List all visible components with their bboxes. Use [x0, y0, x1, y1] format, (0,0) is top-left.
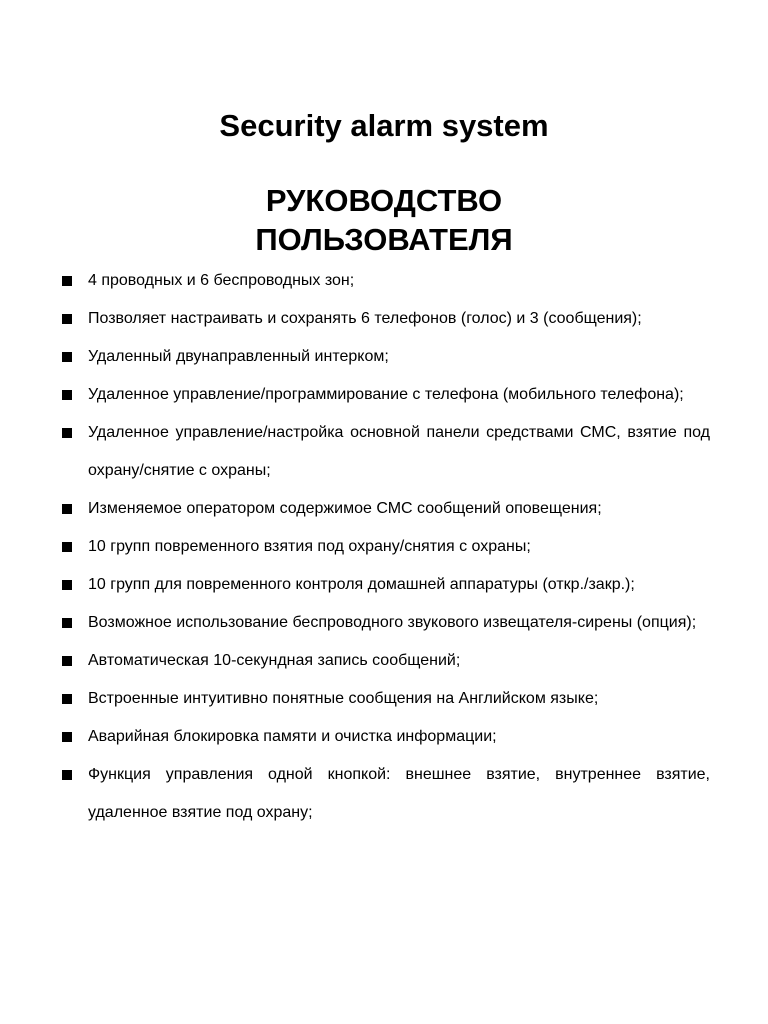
feature-item — [60, 376, 710, 414]
bullet-square-icon — [62, 542, 72, 552]
feature-item — [60, 300, 710, 338]
bullet-square-icon — [62, 314, 72, 324]
feature-item — [60, 604, 710, 642]
feature-text: Удаленный двунаправленный интерком; — [88, 348, 389, 365]
feature-text: Позволяет настраивать и сохранять 6 телефонов (голос) и 3 (сообщения); — [88, 310, 642, 327]
feature-item — [60, 756, 710, 832]
feature-text: 10 групп для повременного контроля домашней аппаратуры (откр./закр.); — [88, 576, 635, 593]
feature-text: 4 проводных и 6 беспроводных зон; — [88, 272, 355, 289]
feature-item — [60, 680, 710, 718]
bullet-square-icon — [62, 428, 72, 438]
feature-text: Функция управления одной кнопкой: внешнее взятие, внутреннее взятие, удаленное взятие под охрану; — [88, 766, 710, 821]
bullet-square-icon — [62, 352, 72, 362]
bullet-square-icon — [62, 694, 72, 704]
feature-item — [60, 262, 710, 300]
bullet-square-icon — [62, 732, 72, 742]
bullet-square-icon — [62, 390, 72, 400]
feature-text: Возможное использование беспроводного звукового извещателя-сирены (опция); — [88, 614, 697, 631]
bullet-square-icon — [62, 504, 72, 514]
bullet-square-icon — [62, 656, 72, 666]
bullet-square-icon — [62, 580, 72, 590]
feature-item — [60, 528, 710, 566]
feature-text: Автоматическая 10-секундная запись сообщений; — [88, 652, 461, 669]
bullet-square-icon — [62, 618, 72, 628]
feature-text: Аварийная блокировка памяти и очистка информации; — [88, 728, 497, 745]
feature-item — [60, 490, 710, 528]
feature-item — [60, 566, 710, 604]
feature-item — [60, 642, 710, 680]
feature-text: Удаленное управление/настройка основной панели средствами СМС, взятие под охрану/снятие с охраны; — [88, 424, 710, 479]
bullet-square-icon — [62, 276, 72, 286]
feature-list — [60, 262, 710, 832]
feature-item — [60, 718, 710, 756]
document-title: Security alarm system — [219, 108, 549, 143]
document-subtitle — [0, 181, 768, 259]
subtitle-line-1: РУКОВОДСТВО — [265, 183, 503, 218]
feature-text: Встроенные интуитивно понятные сообщения на Английском языке; — [88, 690, 599, 707]
feature-text: 10 групп повременного взятия под охрану/снятия с охраны; — [88, 538, 531, 555]
feature-item — [60, 338, 710, 376]
bullet-square-icon — [62, 770, 72, 780]
feature-text: Удаленное управление/программирование с телефона (мобильного телефона); — [88, 386, 684, 403]
subtitle-line-2: ПОЛЬЗОВАТЕЛЯ — [255, 222, 513, 257]
feature-item — [60, 414, 710, 490]
feature-text: Изменяемое оператором содержимое СМС сообщений оповещения; — [88, 500, 602, 517]
